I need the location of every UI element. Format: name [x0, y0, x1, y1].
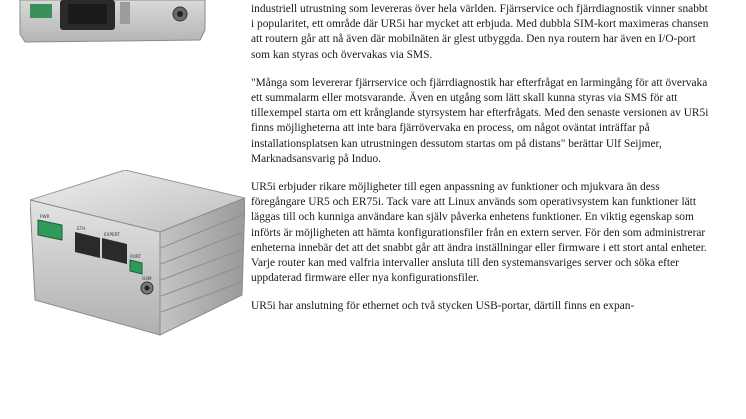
paragraph-2: "Många som levererar fjärrservice och fjärrdiagnostik har efterfrågat en larmingång för att övervaka ett summalarm eller motsvarande. Även en utgång som lätt skall kunna styras via SMS för att tillexempel starta om ett krånglande styrsystem har efterfrågats. Med den senaste versionen av UR5i finns möjligheterna att inte bara fjärrövervaka en process, om något oväntat inträffar på installationsplatsen kan utrustningen dessutom startas om på distans" berättar Ulf Seijmer, Marknadsansvarig på Induo. [251, 76, 709, 165]
paragraph-4: UR5i har anslutning för ethernet och två stycken USB-portar, därtill finns en expan- [251, 300, 635, 313]
label-port: PORT [130, 254, 141, 259]
article-body [251, 2, 711, 315]
label-gsm: GSM [142, 276, 152, 281]
paragraph-1: industriell utrustning som levereras över hela världen. Fjärrservice och fjärrdiagnostik vinner snabbt i popularitet, ett område där UR5i har mycket att erbjuda. Med dubbla SIM-kort maximeras chansen att routern går att nå även där mobilnäten är glest utbyggda. Den nya routern har även en I/O-port som kan styras och övervakas via SMS. [251, 3, 709, 61]
label-eth: ETH [77, 226, 86, 231]
label-pwr: PWR [40, 214, 50, 219]
label-expert: EXPERT [104, 232, 120, 237]
router-photo [30, 170, 245, 340]
paragraph-3: UR5i erbjuder rikare möjligheter till egen anpassning av funktioner och mjukvara än dess föregångare UR5 och ER75i. Tack vare att Linux används som operativsystem kan funktioner lätt läggas till och kunniga användare kan själv påverka enhetens funktioner. En viktig egenskap som införts är möjligheten att hämta konfigurationsfiler från en extern server. För den som administrerar enheterna innebär det att det snabbt går att ändra inställningar eller firmware i ett stort antal enheter. Varje router kan med valfria intervaller ansluta till den systemansvariges server och söka efter uppdaterad firmware eller nya konfigurationsfiler. [251, 181, 707, 285]
router-photo-top [0, 0, 220, 45]
